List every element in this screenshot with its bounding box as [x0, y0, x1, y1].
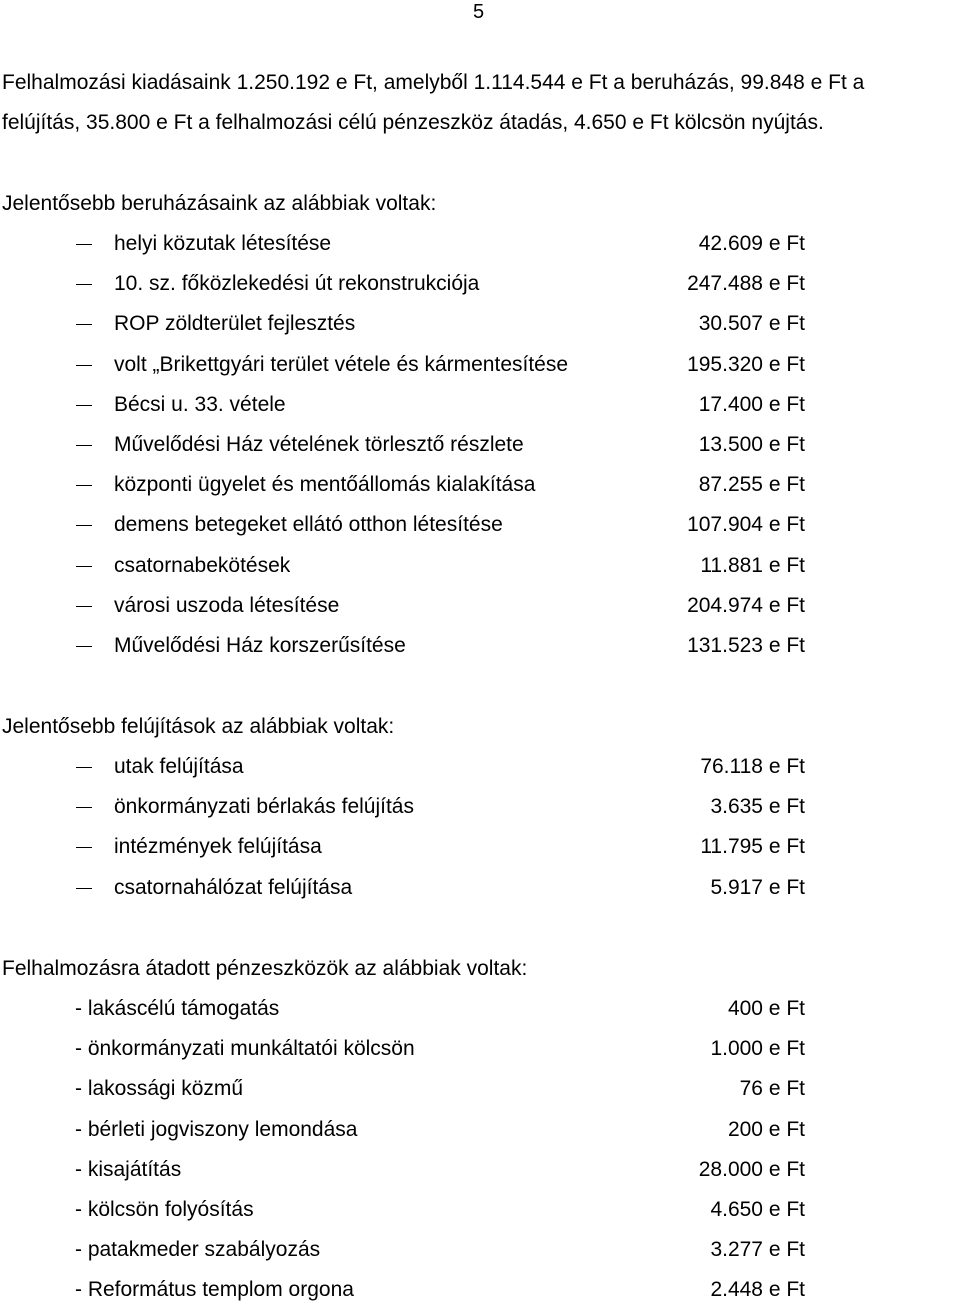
- list-item: [0, 304, 960, 344]
- item-label: 10. sz. főközlekedési út rekonstrukciója: [114, 272, 480, 296]
- dash-bullet-icon: [76, 485, 92, 486]
- list-item: [0, 505, 960, 545]
- list-item: [0, 626, 960, 666]
- dash-bullet-icon: [76, 606, 92, 607]
- dash-bullet-icon: [76, 324, 92, 325]
- item-amount: 30.507 e Ft: [698, 312, 805, 336]
- list-item: [0, 1270, 960, 1310]
- item-label: utak felújítása: [114, 755, 244, 778]
- dash-bullet-icon: [76, 807, 92, 808]
- item-amount: 3.277 e Ft: [710, 1238, 805, 1262]
- list-item: [0, 224, 960, 264]
- item-amount: 5.917 e Ft: [710, 875, 805, 899]
- list-item: [0, 425, 960, 465]
- item-label: intézmények felújítása: [114, 835, 322, 859]
- list-item: [0, 1069, 960, 1109]
- dash-bullet-icon: [76, 284, 92, 285]
- list-item: [0, 787, 960, 827]
- list-item: [0, 989, 960, 1029]
- list-item: [0, 868, 960, 908]
- item-amount: 4.650 e Ft: [710, 1197, 805, 1221]
- intro-line-1: Felhalmozási kiadásaink 1.250.192 e Ft, amelyből 1.114.544 e Ft a beruházás, 99.848 e Ft a: [2, 71, 865, 94]
- list-item: [0, 586, 960, 626]
- list-item: [0, 546, 960, 586]
- list-item: [0, 345, 960, 385]
- item-amount: 87.255 e Ft: [698, 473, 805, 497]
- item-label: Művelődési Ház vételének törlesztő részlete: [114, 432, 524, 456]
- item-label: Bécsi u. 33. vétele: [114, 392, 286, 416]
- item-label: ROP zöldterület fejlesztés: [114, 312, 356, 336]
- list-item: [0, 1190, 960, 1230]
- item-label: városi uszoda létesítése: [114, 593, 340, 617]
- list-item: [0, 264, 960, 304]
- item-label: - patakmeder szabályozás: [75, 1238, 321, 1262]
- item-amount: 195.320 e Ft: [687, 352, 805, 376]
- intro-line-2: felújítás, 35.800 e Ft a felhalmozási célú pénzeszköz átadás, 4.650 e Ft kölcsön nyújtás.: [2, 111, 824, 134]
- item-label: - önkormányzati munkáltatói kölcsön: [75, 1037, 415, 1061]
- item-amount: 1.000 e Ft: [710, 1037, 805, 1061]
- item-label: - lakossági közmű: [75, 1077, 244, 1101]
- item-label: csatornahálózat felújítása: [114, 875, 353, 899]
- dash-bullet-icon: [76, 888, 92, 889]
- item-label: - lakáscélú támogatás: [75, 997, 280, 1020]
- item-label: önkormányzati bérlakás felújítás: [114, 795, 414, 819]
- list-item: [0, 827, 960, 867]
- dash-bullet-icon: [76, 405, 92, 406]
- item-amount: 76.118 e Ft: [700, 755, 805, 778]
- list-item: [0, 1230, 960, 1270]
- item-label: - kölcsön folyósítás: [75, 1197, 254, 1221]
- item-amount: 76 e Ft: [739, 1077, 805, 1101]
- item-amount: 11.795 e Ft: [700, 835, 805, 859]
- item-amount: 131.523 e Ft: [687, 633, 805, 657]
- transfers-list: [0, 989, 960, 1311]
- list-item: [0, 385, 960, 425]
- item-amount: 28.000 e Ft: [698, 1157, 805, 1181]
- renovations-title: Jelentősebb felújítások az alábbiak voltak:: [2, 715, 395, 738]
- item-label: - Református templom orgona: [75, 1278, 354, 1302]
- item-label: csatornabekötések: [114, 553, 291, 577]
- investments-title: Jelentősebb beruházásaink az alábbiak voltak:: [2, 192, 437, 215]
- item-amount: 11.881 e Ft: [700, 553, 805, 577]
- item-amount: 107.904 e Ft: [687, 513, 805, 537]
- list-item: [0, 1150, 960, 1190]
- transfers-title: Felhalmozásra átadott pénzeszközök az alábbiak voltak:: [2, 957, 528, 980]
- list-item: [0, 1110, 960, 1150]
- page-number: 5: [473, 1, 485, 23]
- dash-bullet-icon: [76, 525, 92, 526]
- list-item: [0, 747, 960, 787]
- item-amount: 42.609 e Ft: [698, 232, 805, 255]
- item-label: volt „Brikettgyári terület vétele és kármentesítése: [114, 352, 569, 376]
- renovations-list: [0, 747, 960, 908]
- dash-bullet-icon: [76, 445, 92, 446]
- item-amount: 13.500 e Ft: [698, 432, 805, 456]
- item-amount: 3.635 e Ft: [710, 795, 805, 819]
- dash-bullet-icon: [76, 244, 92, 245]
- dash-bullet-icon: [76, 566, 92, 567]
- dash-bullet-icon: [76, 646, 92, 647]
- item-amount: 2.448 e Ft: [710, 1278, 805, 1302]
- item-label: demens betegeket ellátó otthon létesítése: [114, 513, 503, 537]
- list-item: [0, 1029, 960, 1069]
- item-amount: 17.400 e Ft: [698, 392, 805, 416]
- item-amount: 400 e Ft: [727, 997, 805, 1020]
- dash-bullet-icon: [76, 847, 92, 848]
- item-label: - bérleti jogviszony lemondása: [75, 1117, 358, 1141]
- item-amount: 247.488 e Ft: [687, 272, 805, 296]
- item-amount: 204.974 e Ft: [687, 593, 805, 617]
- item-label: Művelődési Ház korszerűsítése: [114, 633, 406, 657]
- item-label: központi ügyelet és mentőállomás kialakítása: [114, 473, 536, 497]
- investments-list: [0, 224, 960, 666]
- item-label: - kisajátítás: [75, 1157, 182, 1181]
- item-amount: 200 e Ft: [727, 1117, 805, 1141]
- dash-bullet-icon: [76, 365, 92, 366]
- item-label: helyi közutak létesítése: [114, 232, 332, 255]
- list-item: [0, 465, 960, 505]
- dash-bullet-icon: [76, 767, 92, 768]
